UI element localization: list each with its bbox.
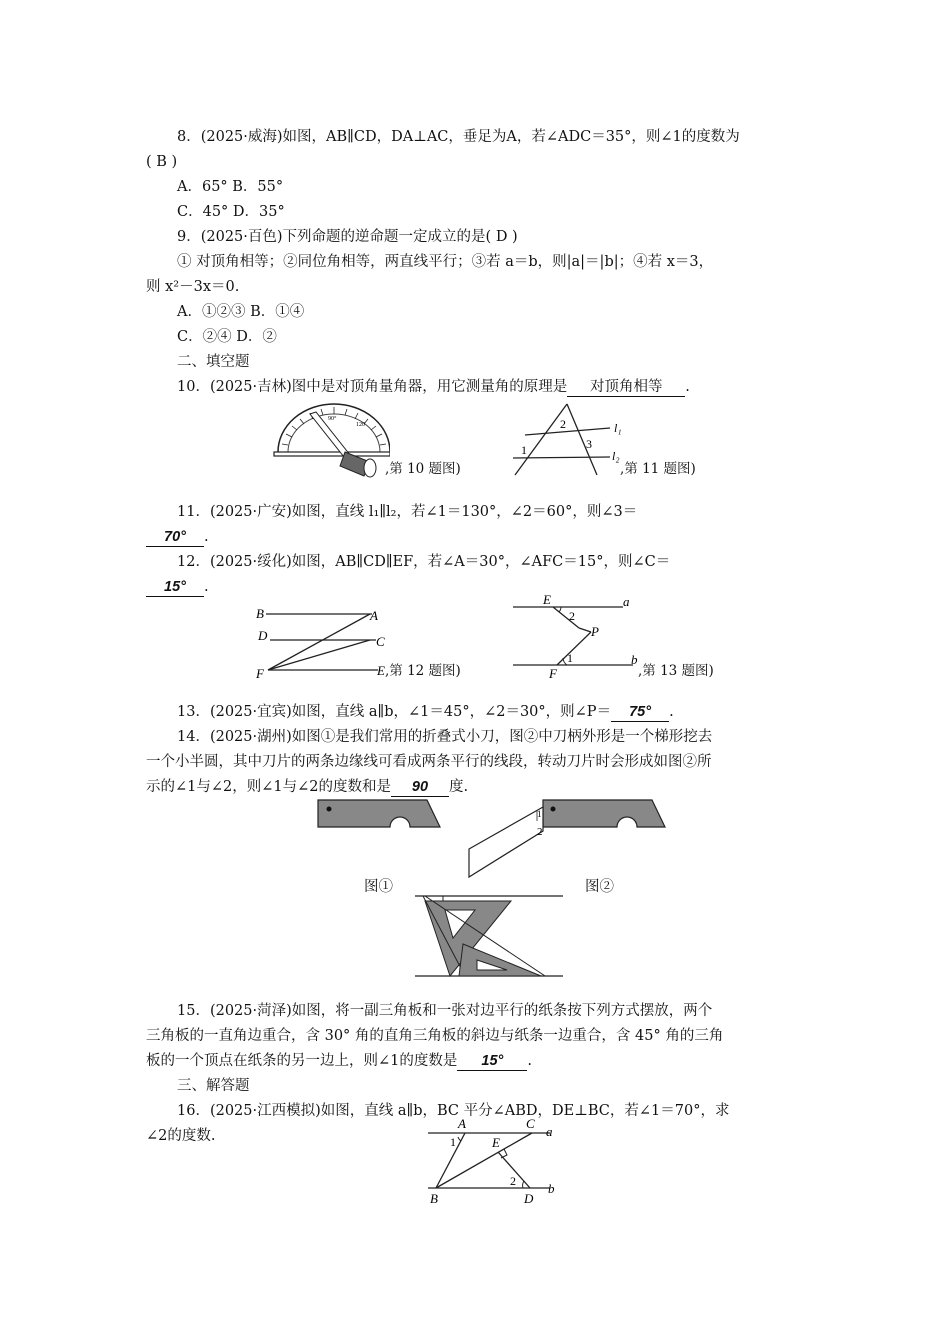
label-angle-1: 1 <box>521 443 527 457</box>
q12-figure <box>252 600 397 682</box>
q15-set-square-figure <box>415 888 565 980</box>
q9-options-ab: A．①②③ B．①④ <box>177 304 305 320</box>
q14-knife-figure-1 <box>315 797 445 831</box>
q15-stem-cont: 三角板的一直角边重合，含 30° 角的直角三角板的斜边与纸条一边重合，含 45° 角的三角 <box>146 1028 724 1044</box>
q11-caption: ,第 11 题图) <box>620 461 696 477</box>
label-angle-2: 2 <box>510 1174 516 1188</box>
label-E: E <box>543 592 551 607</box>
q11-stem: 11．(2025·广安)如图，直线 l₁∥l₂，若∠1＝130°，∠2＝60°，则∠3＝ <box>177 504 638 520</box>
q13-figure <box>505 592 650 682</box>
q13-answer: 75° <box>611 703 669 722</box>
label-angle-3: 3 <box>586 437 592 451</box>
label-C: C <box>526 1116 535 1131</box>
q12-answer: 15° <box>146 578 204 597</box>
label-B: B <box>430 1191 438 1206</box>
label-F: F <box>256 666 264 681</box>
q8-stem: 8．(2025·威海)如图，AB∥CD，DA⊥AC，垂足为A，若∠ADC＝35°，则∠1的度数为 <box>177 129 740 145</box>
q8-options-cd: C．45° D．35° <box>177 204 285 220</box>
label-angle-2: 2 <box>569 609 575 623</box>
q9-options-cd: C．②④ D．② <box>177 329 277 345</box>
q16-stem: 16．(2025·江西模拟)如图，直线 a∥b，BC 平分∠ABD，DE⊥BC，若∠1＝70°，求 <box>177 1103 730 1119</box>
section-solve: 三、解答题 <box>177 1078 250 1094</box>
q10-caption: ,第 10 题图) <box>385 461 461 477</box>
label-B: B <box>256 606 264 621</box>
q14-knife-figure-2 <box>465 797 670 882</box>
q10-stem: 10．(2025·吉林)图中是对顶角量角器，用它测量角的原理是 对顶角相等 . <box>177 379 690 395</box>
label-angle-1: 1 <box>567 651 573 665</box>
q13-stem: 13．(2025·宜宾)如图，直线 a∥b，∠1＝45°，∠2＝30°，则∠P＝ 75° . <box>177 704 674 720</box>
q15-answer: 15° <box>457 1052 527 1071</box>
q12-blank: 15° . <box>146 577 209 597</box>
q8-options-ab: A．65° B．55° <box>177 179 284 195</box>
q15-stem: 15．(2025·菏泽)如图，将一副三角板和一张对边平行的纸条按下列方式摆放，两个 <box>177 1003 713 1019</box>
label-F: F <box>549 666 557 681</box>
label-A: A <box>370 608 378 623</box>
q14-fig2-label: 图② <box>585 879 614 895</box>
label-a: a <box>546 1124 553 1139</box>
label-angle-1: 1 <box>450 1135 456 1149</box>
section-fill-in: 二、填空题 <box>177 354 250 370</box>
q15-stem-end: 板的一个顶点在纸条的另一边上，则∠1的度数是 15° . <box>146 1053 532 1069</box>
q16-stem-cont: ∠2的度数. <box>146 1128 216 1144</box>
label-E: E <box>492 1135 500 1150</box>
q10-protractor-figure <box>270 400 390 480</box>
q12-caption: ,第 12 题图) <box>385 663 461 679</box>
label-C: C <box>376 634 385 649</box>
q14-stem-cont: 一个小半圆，其中刀片的两条边缘线可看成两条平行的线段，转动刀片时会形成如图②所 <box>146 754 712 770</box>
q10-answer: 对顶角相等 <box>567 378 685 397</box>
label-A: A <box>458 1116 466 1131</box>
svg-text:1: 1 <box>537 809 542 819</box>
q9-statements-cont: 则 x²－3x＝0. <box>146 279 240 295</box>
label-b: b <box>631 652 638 667</box>
q11-figure <box>505 400 630 480</box>
label-D: D <box>524 1191 534 1206</box>
label-angle-2: 2 <box>560 417 566 431</box>
q9-statements: ① 对顶角相等；②同位角相等，两直线平行；③若 a＝b，则|a|＝|b|；④若 x＝3， <box>177 254 714 270</box>
label-l2: l₂ <box>612 449 620 463</box>
q14-stem-end: 示的∠1与∠2，则∠1与∠2的度数和是 90 度. <box>146 779 469 795</box>
label-P: P <box>591 624 599 639</box>
q14-answer: 90 <box>391 778 449 797</box>
q11-answer: 70° <box>146 528 204 547</box>
q12-stem: 12．(2025·绥化)如图，AB∥CD∥EF，若∠A＝30°，∠AFC＝15°，则∠C＝ <box>177 554 671 570</box>
svg-text:90°: 90° <box>328 416 337 422</box>
svg-text:2: 2 <box>537 826 543 838</box>
q11-blank: 70° . <box>146 527 209 547</box>
q13-caption: ,第 13 题图) <box>638 663 714 679</box>
q9-stem: 9．(2025·百色)下列命题的逆命题一定成立的是( D ) <box>177 229 518 245</box>
q14-fig1-label: 图① <box>364 879 393 895</box>
svg-text:120: 120 <box>356 422 365 428</box>
label-E: E <box>377 663 385 678</box>
label-D: D <box>258 628 268 643</box>
label-l1: l₁ <box>614 421 622 435</box>
label-b: b <box>548 1181 555 1196</box>
q8-answer: ( B ) <box>146 154 178 170</box>
label-a: a <box>623 594 630 609</box>
q14-stem: 14．(2025·湖州)如图①是我们常用的折叠式小刀，图②中刀柄外形是一个梯形挖去 <box>177 729 713 745</box>
q16-figure <box>420 1115 570 1207</box>
